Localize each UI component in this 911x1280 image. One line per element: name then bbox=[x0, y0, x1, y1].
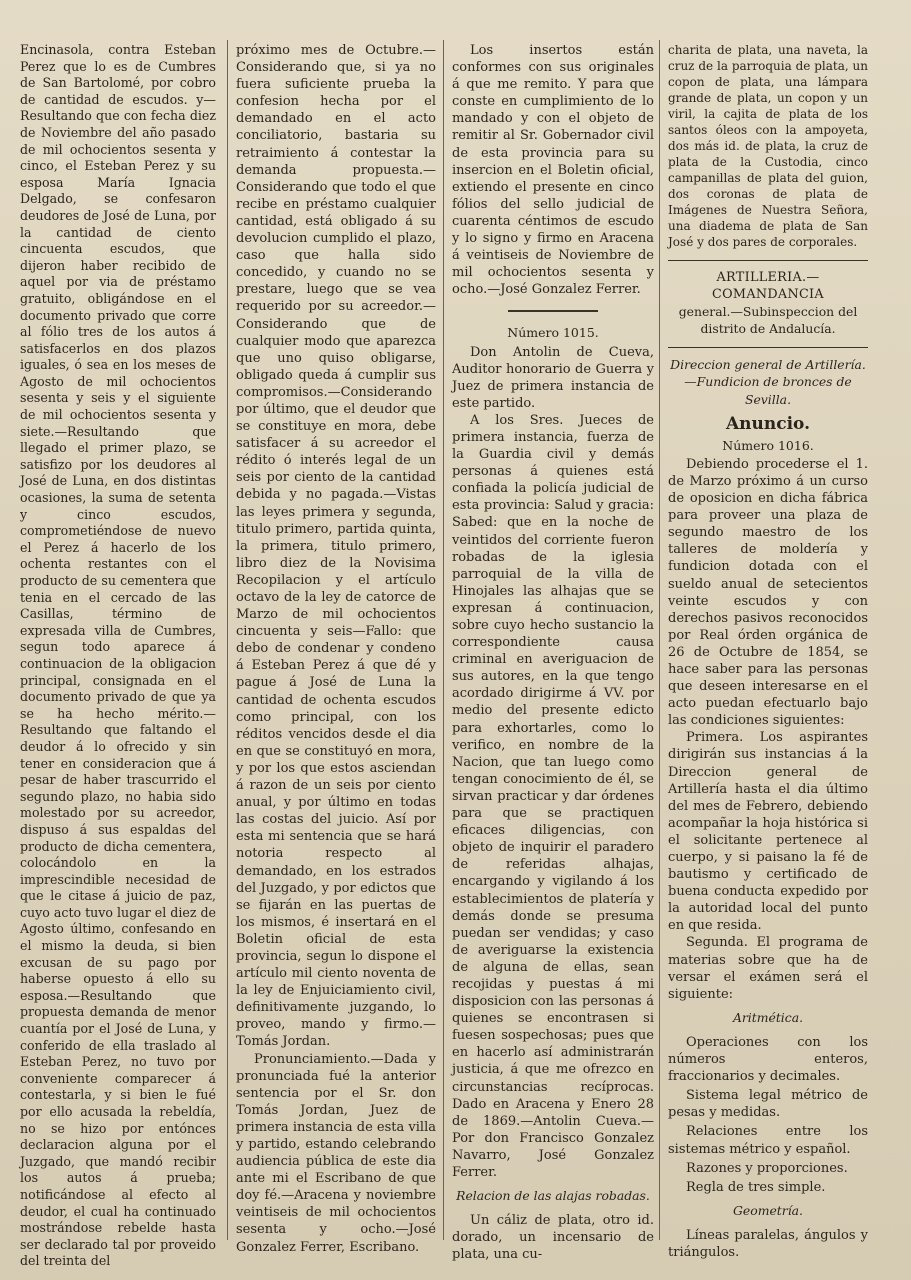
condition-primera: Primera. Los aspirantes dirigirán sus instancias á la Direccion general de Artillería hasta el dia último del mes de Febrero, debiendo acompañar la hoja histórica si el solicitante pertenece al cuerpo, y si paisano la fé de bautismo y certificado de buena conducta expedido por la autoridad local del punto en que resida. bbox=[668, 730, 868, 934]
geometria-list bbox=[668, 1227, 868, 1261]
notice-number-1015: Número 1015. bbox=[507, 325, 599, 341]
column-3 bbox=[452, 42, 654, 1263]
anuncio-title: Anuncio. bbox=[725, 413, 811, 434]
direccion-heading: Direccion general de Artillería.—Fundicion de bronces de Sevilla. bbox=[670, 357, 866, 407]
edict-text: A los Sres. Jueces de primera instancia, fuerza de la Guardia civil y demás personas á quienes está confiada la policía judicial de esta provincia: Salud y gracia: Sabed: que en la noche de veintidos del corriente fueron robadas de la iglesia parroquial de la villa de Hinojales las alhajas que se expresan á continuacion, sobre cuyo hecho sustancio la correspondiente causa criminal en averiguacion de sus autores, en la que tengo acordado dirigirme á VV. por medio del presente edicto para exhortarles, como lo verifico, en nombre de la Nacion, que tan luego como tengan conocimiento de él, se sirvan practicar y dar órdenes para que se practiquen eficaces diligencias, con objeto de inquirir el paradero de referidas alhajas, encargando y vigilando á los establecimientos de platería y demás donde se presuma puedan ser vendidas; y caso de averiguarse la existencia de alguna de ellas, sean recojidas y puestas á mi disposicion con las personas á quienes se encontrasen si fuesen sospechosas; pues que en hacerlo así administrarán justicia, á que me ofrezco en circunstancias recíprocas. Dado en Aracena y Enero 28 de 1869.—Antolin Cueva.—Por don Francisco Gonzalez Navarro, José Gonzalez Ferrer. bbox=[452, 412, 654, 1180]
section-divider-3 bbox=[668, 347, 868, 348]
list-item: Regla de tres simple. bbox=[686, 1179, 826, 1195]
department-heading: ARTILLERIA.—COMANDANCIA bbox=[712, 270, 824, 303]
alhajas-list-text: charita de plata, una naveta, la cruz de la parroquia de plata, un copon de plata, una lámpara grande de plata, un copon y un viril, la cajita de plata de los santos óleos con la ampoyeta, dos más id. de plata, la cruz de plata de la Custodia, cinco campanillas de plata del guion, dos coronas de plata de Imágenes de Nuestra Señora, una diadema de plata de San José y dos pares de corporales. bbox=[668, 43, 868, 249]
list-item: Relaciones entre los sistemas métrico y español. bbox=[668, 1124, 868, 1157]
column-rule-3 bbox=[659, 40, 660, 1240]
insertos-text: Los insertos están conformes con sus originales á que me remito. Y para que conste en cumplimiento de lo mandado y con el objeto de remitir al Sr. Gobernador civil de esta provincia para su insercion en el Boletin oficial, extiendo el presente en cinco fólios del sello judicial de cuarenta céntimos de escudo y lo signo y firmo en Aracena á veintiseis de Noviembre de mil ochocientos sesenta y ocho.—José Gonzalez Ferrer. bbox=[452, 43, 654, 298]
section-divider bbox=[508, 310, 598, 312]
list-item: Razones y proporciones. bbox=[686, 1160, 848, 1176]
list-item: Líneas paralelas, ángulos y triángulos. bbox=[668, 1227, 868, 1260]
column-rule-2 bbox=[443, 40, 444, 1240]
column-2 bbox=[236, 42, 436, 1256]
sentence-text: próximo mes de Octubre.—Considerando que, si ya no fuera suficiente prueba la confesion hecha por el demandado en el acto conciliatorio, bastaria su retraimiento á contestar la demanda propuesta.—Considerando que todo el que recibe en préstamo cualquier cantidad, está obligado á su devolucion cumplido el plazo, caso que halla sido concedido, y cuando no se prestare, luego que se vea requerido por su acreedor.—Considerando que de cualquier modo que aparezca que uno quiso obligarse, obligado queda á cumplir sus compromisos.—Considerando por último, que el deudor que se constituye en mora, debe satisfacer á su acreedor el rédito ó interés legal de un seis por ciento de la cantidad debida y no pagada.—Vistas las leyes primera y segunda, titulo primero, partida quinta, la primera, titulo primero, libro diez de la Novisima Recopilacion y el artículo octavo de la ley de catorce de Marzo de mil ochocientos cincuenta y seis—Fallo: que debo de condenar y condeno á Esteban Perez á que dé y pague á José de Luna la cantidad de ochenta escudos como principal, con los réditos vencidos desde el dia en que se constituyó en mora, y por los que estos asciendan á razon de un seis por ciento anual, y por último en todas las costas del juicio. Así por esta mi sentencia que se hará notoria respecto al demandado, en los estrados del Juzgado, y por edictos que se fijarán en las puertas de los mismos, é insertará en el Boletin oficial de esta provincia, segun lo dispone el artículo mil ciento noventa de la ley de Enjuiciamiento civil, definitivamente juzgando, lo proveo, mando y firmo.—Tomás Jordan. bbox=[236, 43, 436, 1050]
notice-number-1016: Número 1016. bbox=[722, 437, 814, 453]
condition-segunda: Segunda. El programa de materias sobre que ha de versar el exámen será el siguiente: bbox=[668, 935, 868, 1002]
judge-header: Don Antolin de Cueva, Auditor honorario de Guerra y Juez de primera instancia de este partido. bbox=[452, 344, 654, 411]
section-divider-2 bbox=[668, 260, 868, 261]
column-rule-1 bbox=[227, 40, 228, 1240]
aritmetica-list bbox=[668, 1034, 868, 1196]
list-item: Sistema legal métrico de pesas y medidas. bbox=[668, 1088, 868, 1121]
col1-text: Encinasola, contra Esteban Perez que lo es de Cumbres de San Bartolomé, por cobro de cantidad de escudos. y—Resultando que con fecha diez de Noviembre del año pasado de mil ochocientos sesenta y cinco, el Esteban Perez y su esposa María Ignacia Delgado, se confesaron deudores de José de Luna, por la cantidad de ciento cincuenta escudos, que dijeron haber recibido de aquel por via de préstamo gratuito, obligándose en el documento privado que corre al fólio tres de los autos á satisfacerlos en dos plazos iguales, ó sea en los meses de Agosto de mil ochocientos sesenta y seis y el siguiente de mil ochocientos sesenta y siete.—Resultando que llegado el primer plazo, se satisfizo por los deudores al José de Luna, en dos distintas ocasiones, la suma de setenta y cinco escudos, comprometiéndose de nuevo el Perez á hacerlo de los ochenta restantes con el producto de su cementera que tenia en el cercado de las Casillas, término de expresada villa de Cumbres, segun todo aparece á continuacion de la obligacion principal, consignada en el documento privado de que ya se ha hecho mérito.—Resultando que faltando el deudor á lo ofrecido y sin tener en consideracion que á pesar de haber trascurrido el segundo plazo, no habia sido molestado por su acreedor, dispuso á sus espaldas del producto de dicha cementera, colocándolo en la imprescindible necesidad de que le citase á juicio de paz, cuyo acto tuvo lugar el diez de Agosto último, confesando en el mismo la deuda, si bien excusan de su pago por haberse opuesto á ello su esposa.—Resultando que propuesta demanda de menor cuantía por el José de Luna, y conferido de ella traslado al Esteban Perez, no tuvo por conveniente comparecer á contestarla, y si bien le fué por ello acusada la rebeldía, no se hizo por entónces declaracion alguna por el Juzgado, que mandó recibir los autos á prueba; notificándose al efecto al deudor, el cual ha continuado mostrándose rebelde hasta ser declarado tal por proveido del treinta del bbox=[20, 42, 216, 1269]
aritmetica-heading: Aritmética. bbox=[732, 1009, 804, 1025]
relacion-text: Un cáliz de plata, otro id. dorado, un incensario de plata, una cu- bbox=[452, 1213, 654, 1263]
department-subheading: general.—Subinspeccion del distrito de Andalucía. bbox=[678, 304, 858, 337]
column-1 bbox=[20, 42, 216, 1270]
list-item: Operaciones con los números enteros, fraccionarios y decimales. bbox=[668, 1034, 868, 1085]
relacion-title: Relacion de las alajas robadas. bbox=[456, 1188, 650, 1204]
anuncio-intro: Debiendo procederse el 1. de Marzo próximo á un curso de oposicion en dicha fábrica para proveer una plaza de segundo maestro de los talleres de moldería y fundicion dotada con el sueldo anual de setecientos veinte escudos y con derechos pasivos reconocidos por Real órden orgánica de 26 de Octubre de 1854, se hace saber para las personas que deseen interesarse en el acto puedan efectuarlo bajo las condiciones siguientes: bbox=[668, 456, 868, 729]
geometria-heading: Geometría. bbox=[733, 1202, 803, 1218]
column-4 bbox=[668, 42, 868, 1261]
pronunciamiento-text: Pronunciamiento.—Dada y pronunciada fué la anterior sentencia por el Sr. don Tomás Jordan, Juez de primera instancia de esta villa y partido, estando celebrando audiencia pública de este dia ante mi el Escribano de que doy fé.—Aracena y noviembre veintiseis de mil ochocientos sesenta y ocho.—José Gonzalez Ferrer, Escribano. bbox=[236, 1051, 436, 1255]
